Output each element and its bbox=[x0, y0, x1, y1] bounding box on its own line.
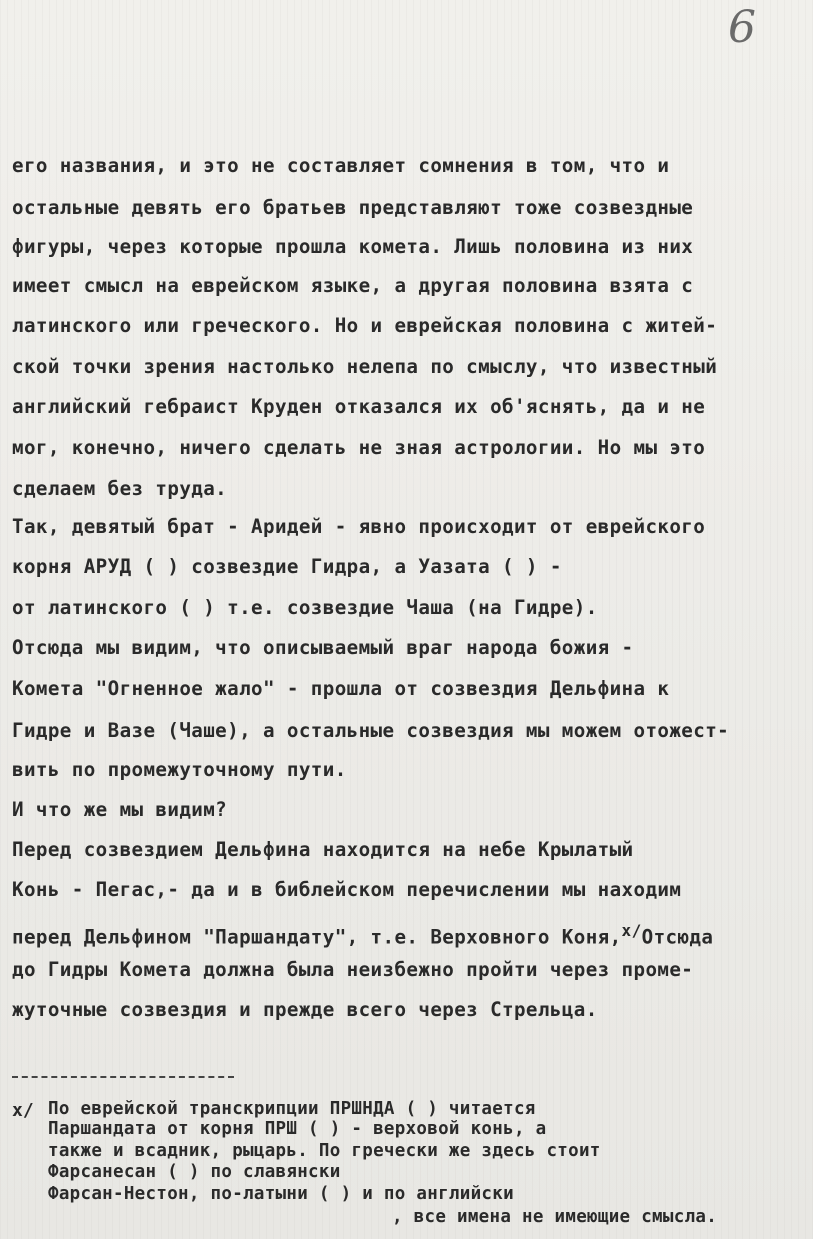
body-line: сделаем без труда. bbox=[12, 477, 228, 500]
page-number: 6 bbox=[728, 2, 756, 53]
body-line: корня АРУД ( ) созвездие Гидра, а Уазата ( ) - bbox=[12, 555, 562, 578]
footnote-line: Паршандата от корня ПРШ ( ) - верховой конь, а bbox=[48, 1119, 547, 1139]
body-line-text: Отсюда bbox=[641, 925, 714, 949]
body-line: ской точки зрения настолько нелепа по смыслу, что известный bbox=[12, 355, 718, 378]
body-line: его названия, и это не составляет сомнения в том, что и bbox=[12, 154, 670, 177]
body-line: жуточные созвездия и прежде всего через Стрельца. bbox=[12, 998, 598, 1021]
footnote-line: также и всадник, рыцарь. По гречески же здесь стоит bbox=[48, 1141, 601, 1161]
body-line: Перед созвездием Дельфина находится на небе Крылатый bbox=[12, 838, 634, 861]
body-line: до Гидры Комета должна была неизбежно пройти через проме- bbox=[12, 958, 694, 981]
body-line: от латинского ( ) т.е. созвездие Чаша (на Гидре). bbox=[12, 596, 598, 619]
footnote-line: , все имена не имеющие смысла. bbox=[392, 1207, 718, 1227]
body-line: Отсюда мы видим, что описываемый враг народа божия - bbox=[12, 636, 634, 659]
body-line: латинского или греческого. Но и еврейская половина с житей- bbox=[12, 314, 718, 337]
footnote-line: Фарсан-Нестон, по-латыни ( ) и по английски bbox=[48, 1184, 514, 1204]
body-line: мог, конечно, ничего сделать не зная астрологии. Но мы это bbox=[12, 436, 706, 459]
body-line-with-ref bbox=[12, 919, 805, 949]
body-line-text: перед Дельфином "Паршандату", т.е. Верховного Коня, bbox=[12, 925, 622, 949]
body-line: вить по промежуточному пути. bbox=[12, 758, 347, 781]
body-line: остальные девять его братьев представляют тоже созвездные bbox=[12, 196, 694, 219]
body-line: Комета "Огненное жало" - прошла от созвездия Дельфина к bbox=[12, 677, 670, 700]
body-line: фигуры, через которые прошла комета. Лишь половина из них bbox=[12, 235, 694, 258]
footnote-divider bbox=[12, 1076, 234, 1078]
footnote-reference: x/ bbox=[621, 921, 642, 940]
footnote-marker: x/ bbox=[12, 1100, 34, 1121]
body-line: Гидре и Вазе (Чаше), а остальные созвездия мы можем отожест- bbox=[12, 719, 730, 742]
body-line: имеет смысл на еврейском языке, а другая половина взята с bbox=[12, 274, 694, 297]
body-line: Так, девятый брат - Аридей - явно происходит от еврейского bbox=[12, 515, 706, 538]
body-line: И что же мы видим? bbox=[12, 798, 228, 821]
body-line: Конь - Пегас,- да и в библейском перечислении мы находим bbox=[12, 878, 682, 901]
body-line: английский гебраист Круден отказался их об'яснять, да и не bbox=[12, 395, 706, 418]
footnote-line: Фарсанесан ( ) по славянски bbox=[48, 1162, 341, 1182]
footnote-line: По еврейской транскрипции ПРШНДА ( ) читается bbox=[48, 1099, 536, 1119]
